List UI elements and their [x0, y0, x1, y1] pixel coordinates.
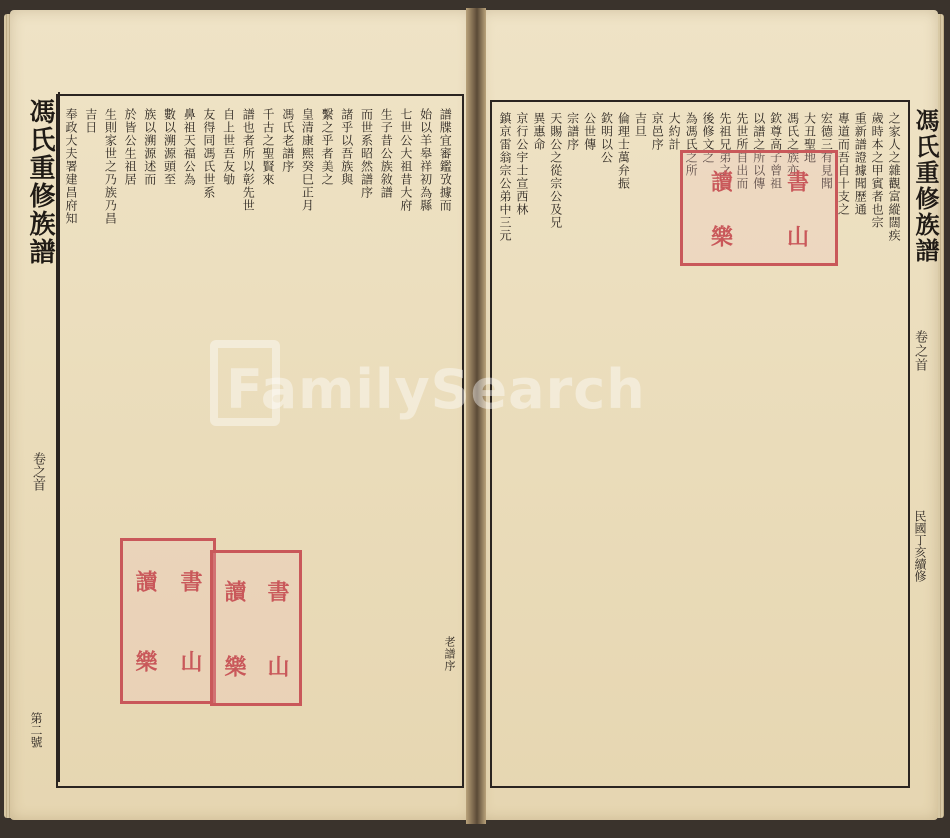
right-text-column: 京邑序 [650, 112, 665, 151]
seal-char: 樂 [707, 224, 734, 247]
left-text-column: 皇清康熙癸巳正月 [300, 108, 315, 212]
left-text-column: 友得同馮氏世系 [201, 108, 216, 199]
left-text-column: 奉政大夫署建昌府知 [64, 108, 78, 225]
right-text-column: 大約計 [667, 112, 682, 151]
right-page-edition: 民國丁亥續修 [913, 510, 927, 582]
right-text-column: 歲時本之甲賓者也宗 [870, 112, 885, 229]
right-text-column: 之家人之雜觀富縱闊疾 [887, 112, 902, 242]
right-text-column: 宏德三有見聞 [819, 112, 834, 190]
seal-char: 書 [177, 570, 203, 592]
red-seal-stamp [680, 150, 838, 266]
right-title-block [906, 100, 940, 784]
left-text-column: 譜也者所以彰先世 [241, 108, 256, 212]
seal-char: 樂 [132, 650, 158, 672]
left-spine-volume: 卷之首 [30, 452, 45, 491]
left-text-column: 於皆公生祖居 [123, 108, 138, 186]
right-text-column: 以譜之所以傳 [751, 112, 766, 190]
right-text-column: 欽尊高子曾祖 [768, 112, 783, 190]
right-text-column: 專道而吾自十支之 [836, 112, 851, 216]
left-text-column: 生則家世之乃族乃昌 [103, 108, 118, 225]
left-text-column: 譜牒宜審鑑攷據而 [438, 108, 453, 212]
right-text-column: 先世所自出而 [734, 112, 749, 190]
right-text-column: 先祖兄弟之 [717, 112, 732, 177]
seal-char: 書 [264, 579, 290, 602]
right-text-column: 倫理士萬弁振 [616, 112, 631, 190]
right-text-column: 京行公宇士宣西林 [514, 112, 529, 216]
seal-char: 山 [264, 654, 290, 677]
right-text-column: 重新譜證據聞歷通 [853, 112, 868, 216]
seal-char: 山 [783, 224, 810, 247]
seal-char: 樂 [221, 654, 247, 677]
left-spine-page: 第二號 [29, 712, 43, 748]
watermark-text: FamilySearch [226, 358, 646, 421]
left-text-column: 族以溯源述而 [142, 108, 157, 186]
right-page-title: 馮氏重修族譜 [911, 108, 940, 264]
left-spine-title: 馮氏重修族譜 [25, 98, 55, 266]
left-text-column: 七世公大祖昔大府 [398, 108, 413, 212]
left-text-column: 馮氏老譜序 [280, 108, 295, 173]
seal-char: 讀 [707, 169, 734, 192]
right-text-column: 馮氏之族亦 [785, 112, 800, 177]
right-text-column: 後修文之 [701, 112, 715, 164]
left-text-column: 諸乎以吾族與 [339, 108, 354, 186]
left-text-column: 自上世吾友劬 [221, 108, 236, 186]
left-text-column: 數以溯源頭至 [162, 108, 177, 186]
left-text-column: 鼻祖天福公為 [182, 108, 197, 186]
left-text-column: 始以羊皋祥初為縣 [418, 108, 433, 212]
seal-char: 讀 [132, 570, 158, 592]
left-text-column: 千古之聖賢來 [261, 108, 275, 186]
red-seal-stamp [210, 550, 302, 706]
right-text-column: 為馮氏之所 [684, 112, 699, 177]
left-spine-title-block [18, 92, 60, 782]
seal-char: 書 [783, 169, 810, 192]
right-volume-label: 卷之首 [912, 330, 927, 372]
red-seal-stamp [120, 538, 216, 704]
left-text-column: 生子昔公族敘譜 [379, 108, 394, 199]
right-text-column: 欽明以公 [599, 112, 614, 164]
left-text-column: 繫之乎者美之 [320, 108, 335, 186]
left-section-label: 老譜序 [443, 636, 456, 672]
right-text-column: 鎮京雷翁宗公弟中三元 [498, 112, 512, 242]
seal-char: 讀 [221, 579, 247, 602]
right-text-column: 公世傳 [582, 112, 597, 151]
left-text-column: 吉日 [83, 108, 98, 134]
left-text-column: 而世系昭然譜序 [359, 108, 374, 199]
right-text-column: 吉旦 [633, 112, 648, 138]
right-text-column: 大丑聖地 [802, 112, 817, 164]
right-text-column: 天賜公之從宗公及兄 [548, 112, 563, 229]
right-text-column: 宗譜序 [565, 112, 580, 151]
right-text-column: 異惠命 [531, 112, 546, 151]
seal-char: 山 [177, 650, 203, 672]
